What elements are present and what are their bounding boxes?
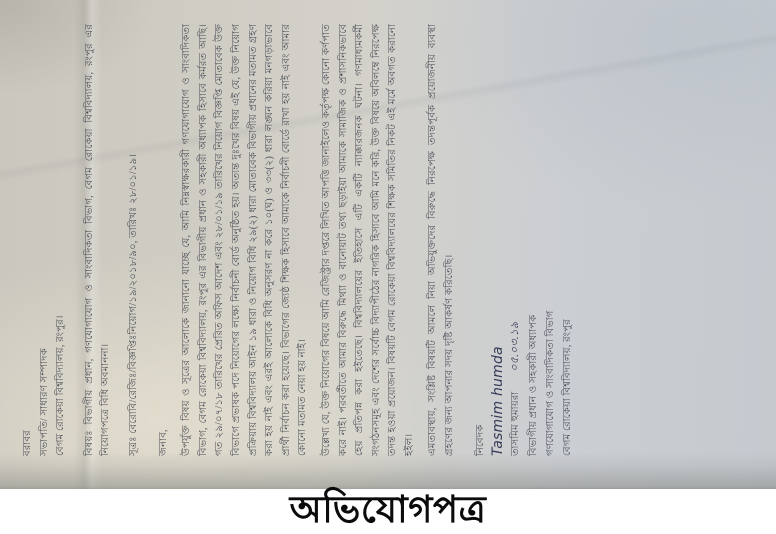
body-paragraph: উল্লেখ্য যে, উক্ত নিয়োগের বিষয়ে আমি রেজিস্ট্রার দপ্তরে লিখিত আপত্তি জানাইলেও কর্তৃপক্ষ কোনো কর্ণপাত করে নাই। পরবর্তীতে আমার বিরুদ্ধে মিথ্যা ও বানোয়াট তথ্য ছড়াইয়া আমাকে সামাজিক ও প্রশাসনিকভাবে হেয় প্রতিপন্ন করা হইতেছে। বিশ্ববিদ্যালয়ের ইতিহাসে এটি একটি ন্যাক্কারজনক ঘটনা। গণমাধ্যমকর্মী সংগঠনসমূহ এবং দেশের সর্বোচ্চ বিদ্যাপীঠের নাগরিক হিসাবে আমি মনে করি, উক্ত বিষয়ে অবিলম্বে নিরপেক্ষ তদন্ত হওয়া প্রয়োজন। বিষয়টি বেগম রোকেয়া বিশ্ববিদ্যালয়ের শিক্ষক সমিতির নিকট এই মর্মে অবগত করানো হইল। — [320, 24, 415, 456]
letter-body — [179, 24, 459, 456]
letter-closing-word: নিবেদক — [474, 424, 486, 456]
caption-label: অভিযোগপত্র — [289, 490, 487, 531]
addressee-line: বেগম রোকেয়া বিশ্ববিদ্যালয়, রংপুর। — [55, 315, 67, 456]
body-paragraph: উপর্যুক্ত বিষয় ও সূত্রের আলোকে জানানো যাচ্ছে যে, আমি নিম্নস্বাক্ষরকারী গণযোগাযোগ ও সাংবাদিকতা বিভাগ, বেগম রোকেয়া বিশ্ববিদ্যালয়, রংপুর এর বিভাগীয় প্রধান ও সহকারী অধ্যাপক হিসাবে কর্মরত আছি। গত ২৯/০৭/১৮ তারিখের প্রেরিত অফিস আদেশ এবং ২৮/০১/১৯ তারিখের নিয়োগ বিজ্ঞপ্তি মোতাবেক উক্ত বিভাগে প্রভাষক পদে নিয়োগের লক্ষ্যে নির্বাচনী বোর্ড অনুষ্ঠিত হয়। অত্যন্ত দুঃখের বিষয় এই যে, উক্ত নিয়োগ প্রক্রিয়ায় বিশ্ববিদ্যালয় আইন ১৯ ধারা ও নিয়োগ বিধি ২৯(২) ধারা মোতাবেক বিভাগীয় প্রধানের মতামত গ্রহণ করা হয় নাই এবং এরই আলোকে বিধি অনুসরণ না করে ১০(ঘ) ও ৩৩(২) ধারা লঙ্ঘন করিয়া মনগড়াভাবে প্রার্থী নির্বাচন করা হয়েছে। বিভাগের জ্যেষ্ঠ শিক্ষক হিসাবে আমাকে নির্বাচনী বোর্ডে রাখা হয় নাই এবং আমার কোনো মতামত নেয়া হয় নাই। — [181, 24, 309, 456]
letter-addressee-block — [20, 24, 70, 456]
body-paragraph: এমতাবস্থায়, সংশ্লিষ্ট বিষয়টি আমলে নিয়া অভিযুক্তদের বিরুদ্ধে নিরপেক্ষ তদন্তপূর্বক প্রয়োজনীয় ব্যবস্থা গ্রহণের জন্য আপনার সদয় দৃষ্টি আকর্ষণ করিতেছি। — [427, 24, 456, 456]
addressee-line: সভাপতি/ সাধারণ সম্পাদক — [38, 348, 50, 456]
signer-title-block — [525, 24, 576, 456]
signature-date: ০৫.০৩.১৯ — [509, 321, 522, 372]
handwritten-signature: Tasmim humda — [490, 346, 507, 456]
letter-salutation: জনাব, — [157, 429, 169, 456]
letter-reference: সূত্রঃ বেরোবি/রেজিঃ/বিজ্ঞপ্তিঃনিয়োগ/১৯/২০১৮/৯০, তারিখঃ ২৮/০১/১৯। — [127, 153, 139, 456]
signer-title-line: বিভাগীয় প্রধান ও সহকারী অধ্যাপক — [527, 314, 539, 456]
letter-subject: বিষয়ঃ বিভাগীয় প্রধান, গণযোগাযোগ ও সাংবাদিকতা বিভাগ, বেগম রোকেয়া বিশ্ববিদ্যালয়, রংপুর এর নিয়োগপত্রে বিধি অবমাননা। — [83, 24, 112, 456]
signer-name: তাসমিম হুমায়রা — [510, 391, 522, 456]
complaint-letter — [6, 10, 770, 480]
signer-title-line: বেগম রোকেয়া বিশ্ববিদ্যালয়, রংপুর — [561, 319, 573, 456]
signature-name-date-row — [507, 24, 525, 456]
signer-title-line: গণযোগাযোগ ও সাংবাদিকতা বিভাগ — [544, 310, 556, 456]
addressee-line: বরাবর — [22, 430, 33, 456]
